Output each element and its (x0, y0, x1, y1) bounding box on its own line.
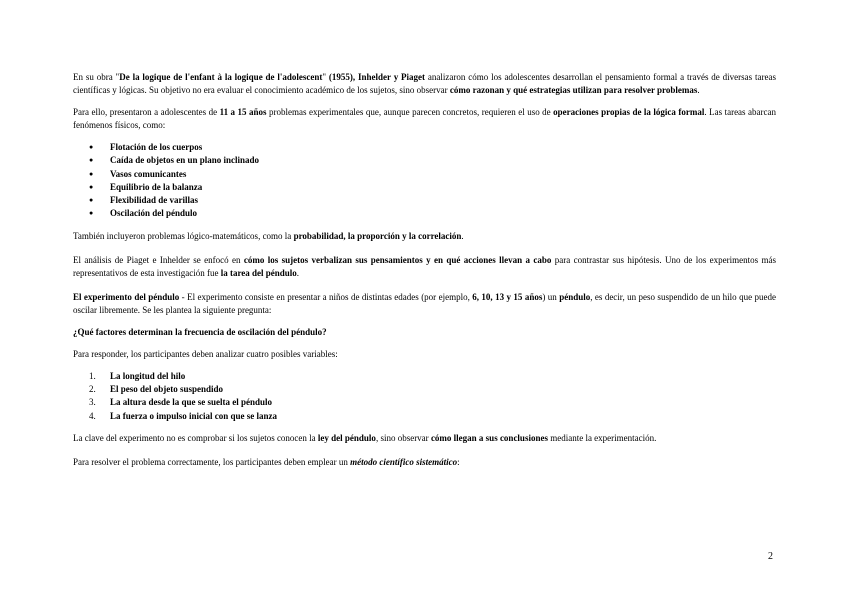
ages-emphasis: 6, 10, 13 y 15 años (472, 291, 543, 302)
experiment-paragraph (73, 291, 776, 317)
p3-text-2: . (461, 230, 464, 241)
p5-text-1: - El experimento consiste en presentar a niños de distintas edades (por ejemplo, (179, 291, 473, 302)
intro-text-3: analizaron cómo los adolescentes desarrollan el pensamiento formal a través de diversas tareas científicas y lógicas. Su objetivo no era evaluar el conocimiento académico de los sujetos, sino observar (73, 72, 776, 95)
task-label: Vasos comunicantes (110, 168, 187, 179)
list-number: 3. (89, 397, 96, 408)
task-label: Equilibrio de la balanza (110, 181, 203, 192)
p7-text-3: mediante la experimentación. (547, 432, 657, 443)
pendulum-task-emphasis: la tarea del péndulo (220, 267, 297, 278)
formal-logic-emphasis: operaciones propias de la lógica formal (553, 107, 705, 117)
list-item (73, 194, 776, 207)
intro-emphasis: cómo razonan y qué estrategias utilizan para resolver problemas (449, 85, 698, 95)
scientific-method-emphasis: método científico sistemático (350, 456, 458, 467)
task-label: Caída de objetos en un plano inclinado (110, 155, 260, 166)
variable-label: La longitud del hilo (110, 370, 186, 381)
p8-text-1: Para resolver el problema correctamente, los participantes deben emplear un (73, 456, 351, 467)
logic-math-paragraph (73, 230, 776, 243)
list-item (73, 383, 776, 396)
list-item (73, 181, 776, 194)
list-number: 4. (89, 410, 96, 421)
tasks-paragraph (73, 106, 776, 132)
page-number: 2 (768, 551, 773, 562)
research-question (73, 326, 776, 339)
p7-text-2: , sino observar (375, 432, 431, 443)
list-item (73, 396, 776, 409)
intro-paragraph (73, 71, 776, 97)
list-item (73, 141, 776, 154)
p3-text-1: También incluyeron problemas lógico-matemáticos, como la (73, 230, 294, 241)
intro-text-4: . (697, 85, 700, 95)
variables-intro: Para responder, los participantes deben analizar cuatro posibles variables: (73, 348, 338, 359)
p4-text-1: El análisis de Piaget e Inhelder se enfocó en (73, 254, 244, 265)
variable-label: La altura desde la que se suelta el péndulo (110, 397, 273, 408)
p4-text-3: . (296, 267, 300, 278)
p2-text-2: problemas experimentales que, aunque parecen concretos, requieren el uso de (266, 107, 554, 117)
question-text: ¿Qué factores determinan la frecuencia de oscilación del péndulo? (73, 326, 327, 337)
variable-label: La fuerza o impulso inicial con que se lanza (110, 410, 278, 421)
tasks-bullet-list (73, 141, 776, 221)
p2-text-1: Para ello, presentaron a adolescentes de (73, 107, 220, 117)
page-content (73, 71, 776, 478)
intro-text-1: En su obra " (73, 72, 120, 82)
pendulum-law-emphasis: ley del péndulo (317, 432, 376, 443)
p8-text-2: : (457, 456, 460, 467)
pendulum-emphasis: péndulo (559, 291, 591, 302)
list-item (73, 370, 776, 383)
book-title: De la logique de l'enfant à la logique de l'adolescent (119, 72, 323, 82)
variable-label: El peso del objeto suspendido (110, 384, 224, 395)
list-number: 1. (89, 370, 96, 381)
experiment-heading: El experimento del péndulo (73, 291, 180, 302)
list-item (73, 410, 776, 423)
key-paragraph (73, 432, 776, 445)
list-item (73, 168, 776, 181)
p7-text-1: La clave del experimento no es comprobar si los sujetos conocen la (73, 432, 318, 443)
p5-text-3: , es decir, un peso suspendido de un hilo que puede oscilar libremente. Se les plantea la siguiente pregunta: (73, 291, 776, 315)
method-paragraph (73, 456, 776, 469)
task-label: Oscilación del péndulo (110, 208, 198, 219)
conclusions-emphasis: cómo llegan a sus conclusiones (430, 432, 548, 443)
list-item (73, 207, 776, 220)
variables-numbered-list (73, 370, 776, 423)
intro-text-2: " (322, 72, 329, 82)
task-label: Flexibilidad de varillas (110, 195, 199, 206)
task-label: Flotación de los cuerpos (110, 142, 203, 152)
list-number: 2. (89, 384, 96, 395)
logic-math-emphasis: probabilidad, la proporción y la correlación (293, 230, 462, 241)
analysis-paragraph (73, 254, 776, 280)
analysis-emphasis: cómo los sujetos verbalizan sus pensamientos y en qué acciones llevan a cabo (243, 254, 552, 265)
list-item (73, 154, 776, 167)
p5-text-2: ) un (542, 291, 560, 302)
age-range: 11 a 15 años (219, 107, 267, 117)
p4-text-2: para contrastar sus hipótesis. Uno de los experimentos más representativos de esta investigación fue (73, 254, 776, 278)
p2-text-3: . Las tareas abarcan fenómenos físicos, como: (73, 107, 777, 130)
authors-year: (1955), Inhelder y Piaget (328, 72, 426, 82)
